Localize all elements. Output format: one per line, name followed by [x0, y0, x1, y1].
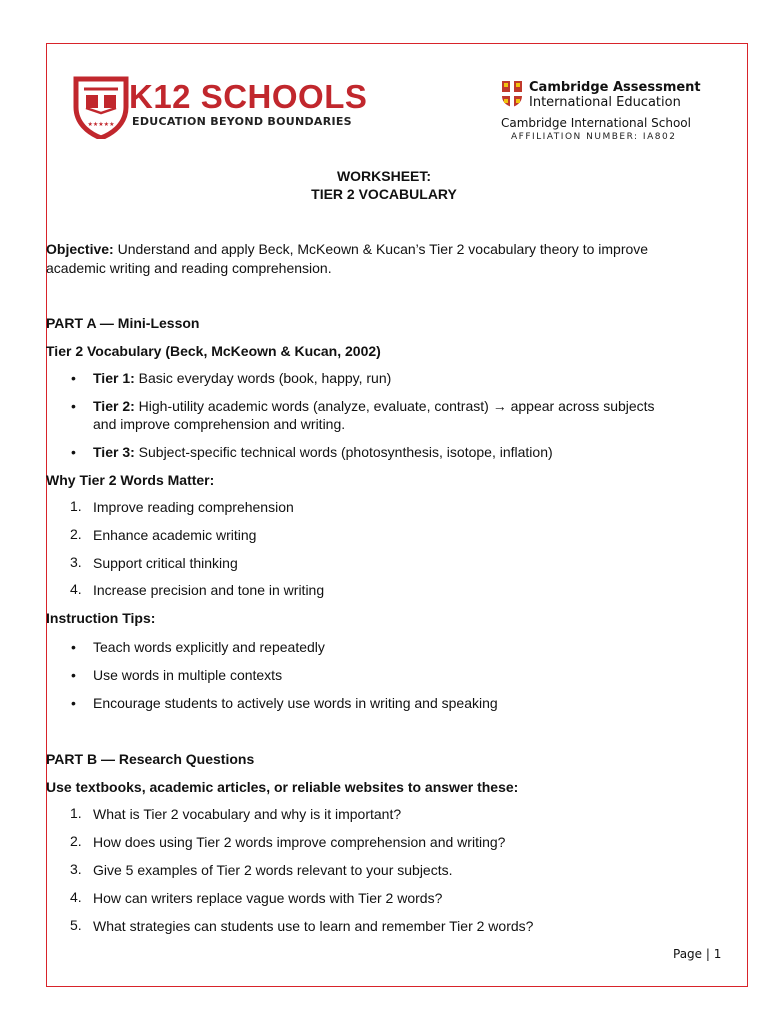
why-num-4: 4. [70, 581, 82, 597]
part-b-instruction: Use textbooks, academic articles, or reliable websites to answer these: [46, 779, 519, 795]
tier-2-item [93, 397, 655, 415]
tier-1-item [93, 369, 391, 387]
question-num-5: 5. [70, 917, 82, 933]
tip-item: Use words in multiple contexts [93, 667, 283, 683]
question-item: What is Tier 2 vocabulary and why is it important? [93, 806, 402, 822]
part-a-heading: PART A — Mini-Lesson [46, 315, 200, 331]
question-item: How does using Tier 2 words improve comprehension and writing? [93, 834, 506, 850]
part-a-subheading: Tier 2 Vocabulary (Beck, McKeown & Kucan, 2002) [46, 343, 381, 359]
tier-1-text: Basic everyday words (book, happy, run) [134, 370, 392, 386]
tier-2-label: Tier 2: [93, 398, 135, 414]
tier-3-text: Subject-specific technical words (photosynthesis, isotope, inflation) [134, 444, 553, 460]
objective-label: Objective: [46, 241, 114, 257]
worksheet-subtitle: TIER 2 VOCABULARY [311, 186, 457, 202]
worksheet-title: WORKSHEET: [336, 168, 432, 184]
svg-text:★★★★★: ★★★★★ [87, 121, 115, 128]
tip-item: Encourage students to actively use words in writing and speaking [93, 695, 498, 711]
cambridge-logo [501, 80, 701, 146]
tips-heading: Instruction Tips: [46, 610, 156, 626]
shield-icon [72, 73, 130, 139]
bullet-icon: • [71, 639, 76, 655]
objective-line2: academic writing and reading comprehension. [46, 260, 332, 276]
why-item: Improve reading comprehension [93, 499, 294, 515]
objective-text: Understand and apply Beck, McKeown & Kucan’s Tier 2 vocabulary theory to improve [113, 241, 649, 257]
bullet-icon: • [71, 695, 76, 711]
objective-line1 [46, 240, 648, 259]
tier-1-label: Tier 1: [93, 370, 135, 386]
k12-logo [72, 73, 372, 143]
cambridge-crest-icon [501, 80, 523, 108]
why-item: Enhance academic writing [93, 527, 257, 543]
affiliation-number: AFFILIATION NUMBER: IA802 [511, 132, 677, 142]
tier-2-text-cont: and improve comprehension and writing. [93, 416, 346, 432]
bullet-icon: • [71, 370, 76, 386]
why-item: Increase precision and tone in writing [93, 582, 325, 598]
why-heading: Why Tier 2 Words Matter: [46, 472, 215, 488]
tier-2-text: High-utility academic words (analyze, evaluate, contrast) → appear across subjects [134, 398, 655, 414]
why-num-1: 1. [70, 498, 82, 514]
bullet-icon: • [71, 667, 76, 683]
question-num-1: 1. [70, 805, 82, 821]
question-item: What strategies can students use to learn and remember Tier 2 words? [93, 918, 534, 934]
why-num-3: 3. [70, 554, 82, 570]
why-num-2: 2. [70, 526, 82, 542]
cambridge-title-line1: Cambridge Assessment [529, 80, 701, 95]
question-item: How can writers replace vague words with Tier 2 words? [93, 890, 443, 906]
page-number: Page | 1 [673, 947, 722, 961]
question-num-3: 3. [70, 861, 82, 877]
tier-3-label: Tier 3: [93, 444, 135, 460]
why-item: Support critical thinking [93, 555, 238, 571]
tier-3-item [93, 443, 553, 461]
cambridge-title-line2: International Education [529, 95, 681, 110]
question-num-4: 4. [70, 889, 82, 905]
question-item: Give 5 examples of Tier 2 words relevant to your subjects. [93, 862, 453, 878]
bullet-icon: • [71, 398, 76, 414]
question-num-2: 2. [70, 833, 82, 849]
k12-school-name: K12 SCHOOLS [129, 78, 368, 115]
cambridge-school-label: Cambridge International School [501, 116, 691, 130]
bullet-icon: • [71, 444, 76, 460]
tip-item: Teach words explicitly and repeatedly [93, 639, 325, 655]
part-b-heading: PART B — Research Questions [46, 751, 255, 767]
k12-tagline: EDUCATION BEYOND BOUNDARIES [132, 115, 352, 128]
